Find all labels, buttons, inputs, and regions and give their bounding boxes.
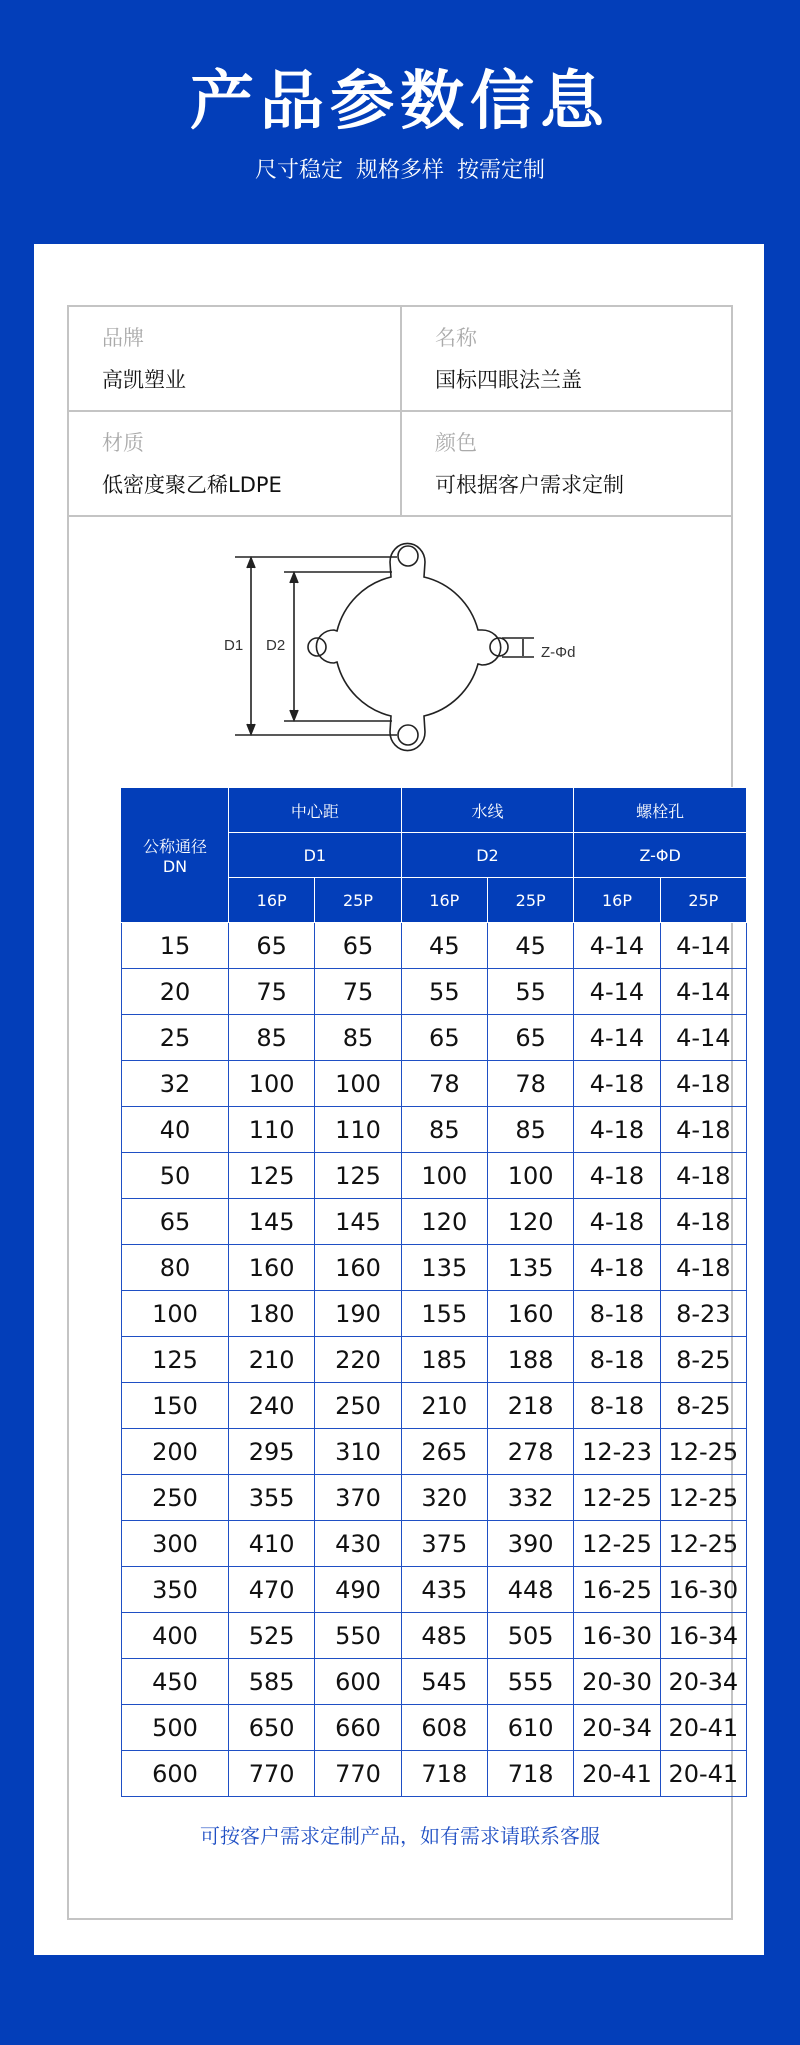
- value-cell: 16-25: [574, 1567, 660, 1613]
- value-cell: 65: [487, 1015, 573, 1061]
- table-row: [122, 1429, 747, 1475]
- value-cell: 332: [487, 1475, 573, 1521]
- value-cell: 100: [401, 1153, 487, 1199]
- dn-cell: 150: [122, 1383, 229, 1429]
- page-title: 产品参数信息: [190, 65, 610, 139]
- table-row: [122, 1107, 747, 1153]
- value-cell: 770: [229, 1751, 315, 1797]
- value-cell: 100: [229, 1061, 315, 1107]
- value-cell: 190: [315, 1291, 401, 1337]
- value-cell: 55: [401, 969, 487, 1015]
- value-cell: 125: [229, 1153, 315, 1199]
- group-header: 水线: [401, 788, 574, 833]
- value-cell: 16-30: [574, 1613, 660, 1659]
- value-cell: 85: [315, 1015, 401, 1061]
- dn-cell: 40: [122, 1107, 229, 1153]
- value-cell: 4-18: [660, 1153, 746, 1199]
- value-cell: 110: [315, 1107, 401, 1153]
- value-cell: 65: [401, 1015, 487, 1061]
- value-cell: 240: [229, 1383, 315, 1429]
- value-cell: 78: [487, 1061, 573, 1107]
- value-cell: 20-41: [574, 1751, 660, 1797]
- value-cell: 435: [401, 1567, 487, 1613]
- value-cell: 600: [315, 1659, 401, 1705]
- value-cell: 278: [487, 1429, 573, 1475]
- table-body: [122, 923, 747, 1797]
- value-cell: 210: [401, 1383, 487, 1429]
- info-label: 颜色: [435, 431, 477, 455]
- value-cell: 295: [229, 1429, 315, 1475]
- info-value: 高凯塑业: [102, 368, 186, 392]
- value-cell: 20-41: [660, 1705, 746, 1751]
- dn-cell: 65: [122, 1199, 229, 1245]
- value-cell: 265: [401, 1429, 487, 1475]
- table-row: [122, 1659, 747, 1705]
- dn-header-sub: DN: [162, 857, 188, 876]
- info-label: 品牌: [102, 326, 144, 350]
- value-cell: 608: [401, 1705, 487, 1751]
- table-row: [122, 1751, 747, 1797]
- value-cell: 85: [229, 1015, 315, 1061]
- group-sub-header: Z-ΦD: [574, 833, 747, 878]
- value-cell: 550: [315, 1613, 401, 1659]
- spec-box: [67, 305, 739, 1920]
- value-cell: 85: [487, 1107, 573, 1153]
- info-label: 名称: [435, 326, 477, 350]
- pressure-header: 25P: [487, 878, 573, 923]
- value-cell: 188: [487, 1337, 573, 1383]
- value-cell: 4-18: [660, 1107, 746, 1153]
- pressure-header: 16P: [229, 878, 315, 923]
- value-cell: 370: [315, 1475, 401, 1521]
- value-cell: 320: [401, 1475, 487, 1521]
- info-value: 低密度聚乙稀LDPE: [102, 473, 282, 497]
- pressure-header: 16P: [401, 878, 487, 923]
- value-cell: 4-18: [660, 1199, 746, 1245]
- value-cell: 160: [487, 1291, 573, 1337]
- value-cell: 4-18: [574, 1199, 660, 1245]
- value-cell: 16-30: [660, 1567, 746, 1613]
- info-value: 可根据客户需求定制: [435, 473, 624, 497]
- value-cell: 610: [487, 1705, 573, 1751]
- value-cell: 85: [401, 1107, 487, 1153]
- value-cell: 390: [487, 1521, 573, 1567]
- value-cell: 55: [487, 969, 573, 1015]
- hole-label: Z-Φd: [541, 644, 576, 661]
- value-cell: 160: [315, 1245, 401, 1291]
- value-cell: 4-18: [574, 1061, 660, 1107]
- value-cell: 4-18: [660, 1245, 746, 1291]
- dn-cell: 100: [122, 1291, 229, 1337]
- value-cell: 4-14: [574, 1015, 660, 1061]
- value-cell: 718: [487, 1751, 573, 1797]
- value-cell: 505: [487, 1613, 573, 1659]
- table-row: [122, 1015, 747, 1061]
- value-cell: 120: [487, 1199, 573, 1245]
- flange-body: [316, 543, 500, 750]
- value-cell: 555: [487, 1659, 573, 1705]
- value-cell: 585: [229, 1659, 315, 1705]
- value-cell: 718: [401, 1751, 487, 1797]
- table-row: [122, 1567, 747, 1613]
- table-row: [122, 1383, 747, 1429]
- value-cell: 12-25: [574, 1521, 660, 1567]
- value-cell: 525: [229, 1613, 315, 1659]
- table-row: [122, 1337, 747, 1383]
- value-cell: 65: [229, 923, 315, 969]
- dn-cell: 80: [122, 1245, 229, 1291]
- value-cell: 375: [401, 1521, 487, 1567]
- value-cell: 75: [229, 969, 315, 1015]
- table-row: [122, 1521, 747, 1567]
- value-cell: 410: [229, 1521, 315, 1567]
- value-cell: 310: [315, 1429, 401, 1475]
- info-label: 材质: [102, 431, 144, 455]
- d2-label: D2: [266, 637, 286, 654]
- value-cell: 250: [315, 1383, 401, 1429]
- table-row: [122, 1245, 747, 1291]
- value-cell: 485: [401, 1613, 487, 1659]
- pressure-header: 25P: [315, 878, 401, 923]
- value-cell: 490: [315, 1567, 401, 1613]
- table-row: [122, 1613, 747, 1659]
- value-cell: 20-30: [574, 1659, 660, 1705]
- value-cell: 125: [315, 1153, 401, 1199]
- value-cell: 4-18: [574, 1107, 660, 1153]
- group-sub-header: D2: [401, 833, 574, 878]
- value-cell: 770: [315, 1751, 401, 1797]
- dn-cell: 15: [122, 923, 229, 969]
- value-cell: 12-25: [660, 1429, 746, 1475]
- value-cell: 8-18: [574, 1337, 660, 1383]
- value-cell: 12-25: [660, 1521, 746, 1567]
- value-cell: 120: [401, 1199, 487, 1245]
- value-cell: 8-18: [574, 1291, 660, 1337]
- page-subtitle: 尺寸稳定 规格多样 按需定制: [255, 158, 545, 183]
- value-cell: 220: [315, 1337, 401, 1383]
- table-row: [122, 1475, 747, 1521]
- value-cell: 12-25: [574, 1475, 660, 1521]
- value-cell: 65: [315, 923, 401, 969]
- info-value: 国标四眼法兰盖: [435, 368, 582, 392]
- value-cell: 145: [315, 1199, 401, 1245]
- table-row: [122, 1061, 747, 1107]
- value-cell: 470: [229, 1567, 315, 1613]
- value-cell: 8-23: [660, 1291, 746, 1337]
- value-cell: 12-23: [574, 1429, 660, 1475]
- value-cell: 100: [487, 1153, 573, 1199]
- value-cell: 4-18: [574, 1153, 660, 1199]
- table-row: [122, 1705, 747, 1751]
- value-cell: 430: [315, 1521, 401, 1567]
- value-cell: 12-25: [660, 1475, 746, 1521]
- table-row: [122, 1153, 747, 1199]
- value-cell: 210: [229, 1337, 315, 1383]
- value-cell: 218: [487, 1383, 573, 1429]
- value-cell: 45: [401, 923, 487, 969]
- value-cell: 4-14: [574, 923, 660, 969]
- dn-cell: 32: [122, 1061, 229, 1107]
- value-cell: 155: [401, 1291, 487, 1337]
- dn-header-label: 公称通径: [142, 837, 207, 856]
- value-cell: 4-18: [660, 1061, 746, 1107]
- value-cell: 20-41: [660, 1751, 746, 1797]
- value-cell: 4-18: [574, 1245, 660, 1291]
- d1-label: D1: [224, 637, 244, 654]
- group-header: 螺栓孔: [574, 788, 747, 833]
- dn-cell: 600: [122, 1751, 229, 1797]
- value-cell: 8-18: [574, 1383, 660, 1429]
- table-row: [122, 1291, 747, 1337]
- value-cell: 75: [315, 969, 401, 1015]
- spec-table: [121, 787, 747, 1797]
- dn-cell: 200: [122, 1429, 229, 1475]
- dn-cell: 250: [122, 1475, 229, 1521]
- value-cell: 78: [401, 1061, 487, 1107]
- value-cell: 100: [315, 1061, 401, 1107]
- value-cell: 448: [487, 1567, 573, 1613]
- value-cell: 110: [229, 1107, 315, 1153]
- dn-cell: 300: [122, 1521, 229, 1567]
- value-cell: 185: [401, 1337, 487, 1383]
- dn-cell: 350: [122, 1567, 229, 1613]
- value-cell: 355: [229, 1475, 315, 1521]
- value-cell: 135: [401, 1245, 487, 1291]
- value-cell: 4-14: [660, 969, 746, 1015]
- dn-cell: 500: [122, 1705, 229, 1751]
- dn-header: [122, 788, 229, 923]
- value-cell: 8-25: [660, 1337, 746, 1383]
- value-cell: 8-25: [660, 1383, 746, 1429]
- value-cell: 135: [487, 1245, 573, 1291]
- pressure-header: 25P: [660, 878, 746, 923]
- pressure-header: 16P: [574, 878, 660, 923]
- value-cell: 4-14: [660, 923, 746, 969]
- value-cell: 160: [229, 1245, 315, 1291]
- value-cell: 4-14: [574, 969, 660, 1015]
- table-row: [122, 969, 747, 1015]
- value-cell: 650: [229, 1705, 315, 1751]
- table-row: [122, 923, 747, 969]
- value-cell: 20-34: [574, 1705, 660, 1751]
- group-header: 中心距: [229, 788, 402, 833]
- dn-cell: 50: [122, 1153, 229, 1199]
- flange-diagram: [69, 307, 731, 777]
- value-cell: 20-34: [660, 1659, 746, 1705]
- value-cell: 145: [229, 1199, 315, 1245]
- dn-cell: 125: [122, 1337, 229, 1383]
- dn-cell: 20: [122, 969, 229, 1015]
- spec-card: [34, 244, 764, 1955]
- dn-cell: 400: [122, 1613, 229, 1659]
- footer-note: 可按客户需求定制产品，如有需求请联系客服: [200, 1824, 600, 1848]
- table-row: [122, 1199, 747, 1245]
- dn-cell: 25: [122, 1015, 229, 1061]
- group-sub-header: D1: [229, 833, 402, 878]
- value-cell: 545: [401, 1659, 487, 1705]
- value-cell: 660: [315, 1705, 401, 1751]
- value-cell: 4-14: [660, 1015, 746, 1061]
- value-cell: 45: [487, 923, 573, 969]
- value-cell: 180: [229, 1291, 315, 1337]
- value-cell: 16-34: [660, 1613, 746, 1659]
- dn-cell: 450: [122, 1659, 229, 1705]
